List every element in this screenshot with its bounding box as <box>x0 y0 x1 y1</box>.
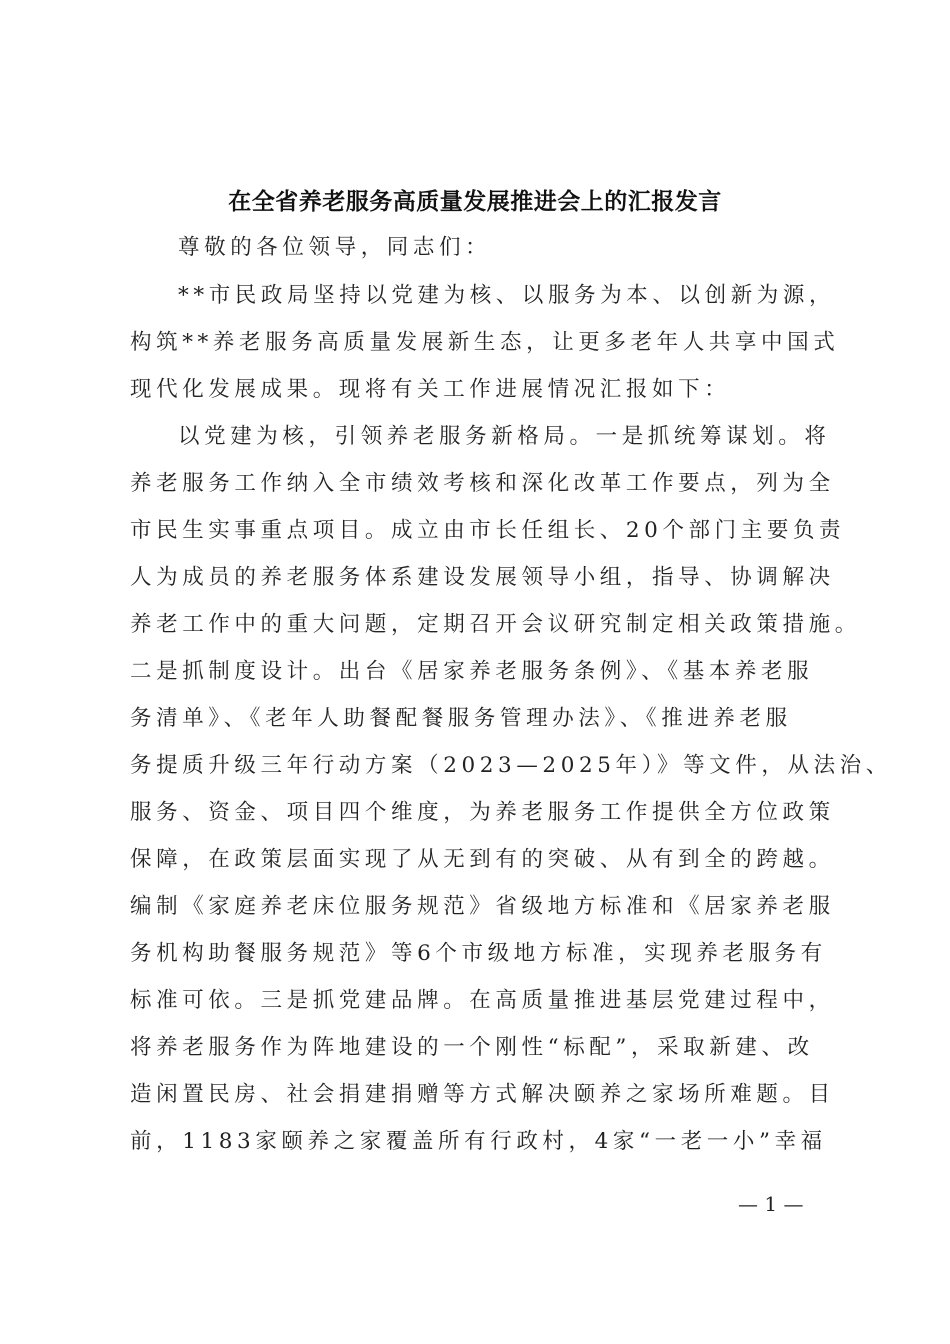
body-text-line: 现代化发展成果。现将有关工作进展情况汇报如下： <box>130 377 731 402</box>
body-text-line: 将养老服务作为阵地建设的一个刚性“标配”，采取新建、改 <box>130 1035 814 1060</box>
body-text-line: 养老服务工作纳入全市绩效考核和深化改革工作要点，列为全 <box>130 471 835 496</box>
body-text-line: 二是抓制度设计。出台《居家养老服务条例》、《基本养老服 <box>130 659 814 684</box>
body-text-line: 务机构助餐服务规范》等6个市级地方标准，实现养老服务有 <box>130 941 827 966</box>
body-text-line: 造闲置民房、社会捐建捐赠等方式解决颐养之家场所难题。目 <box>130 1082 835 1107</box>
body-text-line: 构筑**养老服务高质量发展新生态，让更多老年人共享中国式 <box>130 330 840 355</box>
salutation-line: 尊敬的各位领导，同志们： <box>178 235 492 260</box>
body-text-line: 养老工作中的重大问题，定期召开会议研究制定相关政策措施。 <box>130 612 861 637</box>
body-text-line: 市民生实事重点项目。成立由市长任组长、20个部门主要负责 <box>130 518 846 543</box>
body-text-line: 编制《家庭养老床位服务规范》省级地方标准和《居家养老服 <box>130 894 835 919</box>
document-title: 在全省养老服务高质量发展推进会上的汇报发言 <box>228 188 722 215</box>
body-text-line: 务清单》、《老年人助餐配餐服务管理办法》、《推进养老服 <box>130 706 792 731</box>
body-text-line: **市民政局坚持以党建为核、以服务为本、以创新为源， <box>178 283 836 308</box>
body-text-line: 前，1183家颐养之家覆盖所有行政村，4家“一老一小”幸福 <box>130 1129 827 1154</box>
body-text-line: 标准可依。三是抓党建品牌。在高质量推进基层党建过程中， <box>130 988 835 1013</box>
body-text-line: 服务、资金、项目四个维度，为养老服务工作提供全方位政策 <box>130 800 835 825</box>
body-text-line: 以党建为核，引领养老服务新格局。一是抓统筹谋划。将 <box>178 424 831 449</box>
body-text-line: 保障，在政策层面实现了从无到有的突破、从有到全的跨越。 <box>130 847 835 872</box>
body-text-line: 人为成员的养老服务体系建设发展领导小组，指导、协调解决 <box>130 565 835 590</box>
body-text-line: 务提质升级三年行动方案（2023—2025年）》等文件，从法治、 <box>130 753 892 778</box>
page-number: — 1 — <box>738 1192 804 1216</box>
